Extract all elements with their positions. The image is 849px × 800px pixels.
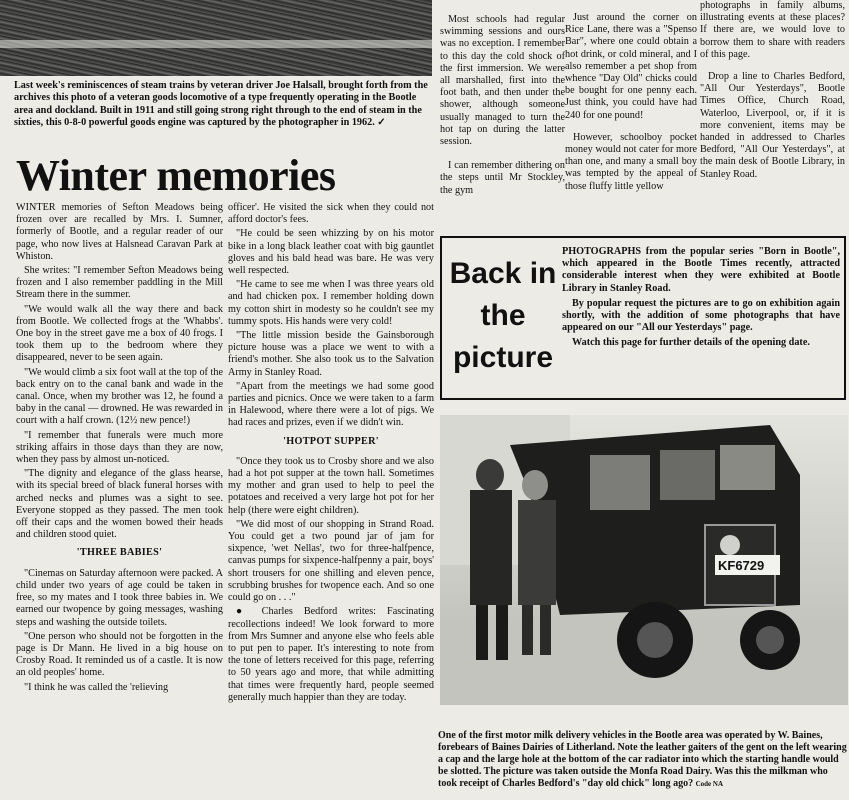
paragraph: "The little mission beside the Gainsborough picture house was a place we went to with a friend's mother. She also took us to the Salvation Army in Stanley Road. bbox=[228, 330, 434, 378]
paragraph: "One person who should not be forgotten in the page is Dr Mann. He lived in a big house on Crosby Road. It reminded us of a castle. It is now an old peoples' home. bbox=[16, 630, 223, 679]
paragraph: "Apart from the meetings we had some good parties and picnics. Once we were taken to a farm in Halewood, where there were a lot of pigs. We had races and prizes, even if we didn't win. bbox=[228, 380, 434, 429]
paragraph: However, schoolboy pocket money would not cater for more than one, and many a small boy was tempted by the appeal of those fluffy little yellow bbox=[565, 131, 697, 192]
article-column-2 bbox=[228, 202, 434, 706]
paragraph: Most schools had regular swimming sessions and ours was no exception. I remember to this day the cold shock of the first immersion. We were all marshalled, first into the foot bath, and then under the shower, although someone usually managed to turn the hot tap on during the latter session. bbox=[440, 14, 565, 148]
paragraph: WINTER memories of Sefton Meadows being frozen over are recalled by Mrs. I. Sumner, formerly of Bootle, and a regular reader of our page, who now lives at Halsnead Caravan Park at Whiston. bbox=[16, 202, 223, 262]
paragraph: ● Charles Bedford writes: Fascinating recollections indeed! We look forward to more from Mrs Sumner and anyone else who feels able to put pen to paper. It's interesting to note from the tone of letters received for this page, referring to 50 years ago and more, that while admitting that times were frequently hard, people seemed generally much happier than they are today. bbox=[228, 606, 434, 703]
paragraph: "Cinemas on Saturday afternoon were packed. A child under two years of age could be taken in free, so my mates and I took three babies in. We earned our twopence by going messages, washing steps and washing the outside toilets. bbox=[16, 567, 223, 628]
paragraph: By popular request the pictures are to go on exhibition again shortly, with the addition of some photographs that have appeared on our "All our Yesterdays" page. bbox=[562, 297, 840, 334]
milk-van-caption bbox=[438, 730, 848, 790]
paragraph: PHOTOGRAPHS from the popular series "Born in Bootle", which appeared in the Bootle Times recently, attracted considerable interest when they were exhibited at Bootle Library in Stanley Road. bbox=[562, 246, 840, 294]
paragraph: Watch this page for further details of the opening date. bbox=[572, 337, 810, 349]
paragraph: "The dignity and elegance of the glass hearse, with its special breed of black funeral horses with arched necks and plumes was a sight to see. Everyone stopped as they passed. The men took off their caps and the women bowed their heads and children stood quiet. bbox=[16, 468, 223, 541]
paragraph: Drop a line to Charles Bedford, "All Our Yesterdays", Bootle Times Office, Church Road, Waterloo, Liverpool, or, if it is more convenient, items may be handed in addressed to Charles Bedford, "All Our Yesterdays", at the main desk of Bootle Library, in Stanley Road. bbox=[700, 71, 845, 180]
notice-headline: Back in the picture bbox=[449, 257, 557, 374]
article-column-3 bbox=[440, 14, 565, 199]
subheading-hotpot-supper: 'HOTPOT SUPPER' bbox=[283, 435, 379, 447]
paragraph: Just around the corner on Rice Lane, there was a "Spenso Bar", where one could obtain a hot drink, or cold mineral, and I also remember a pet shop from whence "Day Old" chicks could be bought for one penny each. Just think, you could have had 240 for one pound! bbox=[565, 12, 697, 121]
paragraph: "I think he was called the 'relieving bbox=[24, 681, 169, 693]
paragraph: "He could be seen whizzing by on his motor bike in a long black leather coat with big gauntlet gloves and his bald head was bare. He was very well respected. bbox=[228, 228, 434, 277]
article-column-5 bbox=[700, 0, 845, 183]
locomotive-photo bbox=[0, 0, 432, 76]
number-plate: KF6729 bbox=[718, 558, 765, 573]
paragraph: "We would climb a six foot wall at the top of the back entry on to the canal bank and wade in the canal. Once, when my brother was 12, he found a baby in the canal — drowned. He was rewarded in court with a half crown. (12½ new pence!) bbox=[16, 366, 223, 427]
paragraph: "We would walk all the way there and back from Bootle. We collected frogs at the 'Whabbs'. One boy in the street gave me a box of 40 frogs. I took them up to the bedroom where they disappeared, never to be seen again. bbox=[16, 303, 223, 364]
paragraph: She writes: "I remember Sefton Meadows being frozen and I also remember paddling in the Mill Stream there in the summer. bbox=[16, 265, 223, 301]
caption-text: One of the first motor milk delivery vehicles in the Bootle area was operated by W. Baines, forebears of Baines Dairies of Litherland. Note the leather gaiters of the gent on the left wearing a cap and the large hole at the bottom of the car radiator into which the starting handle would be slotted. The picture was taken outside the Monfa Road Dairy. Was this the milkman who took receipt of Charles Bedford's "day old chick" long ago? bbox=[438, 730, 847, 789]
paragraph: "Once they took us to Crosby shore and we also had a hot pot supper at the town hall. Sometimes my mother and gran used to help to peel the potatoes and received a very large hot pot for her help (there were eight children). bbox=[228, 455, 434, 516]
paragraph: I can remember dithering on the steps until Mr Stockley, the gym bbox=[440, 160, 565, 196]
headline: Winter memories bbox=[16, 151, 336, 200]
paragraph: officer'. He visited the sick when they could not afford doctor's fees. bbox=[228, 202, 434, 226]
article-column-1 bbox=[16, 202, 223, 696]
paragraph: "We did most of our shopping in Strand Road. You could get a two pound jar of jam for sixpence, 'wet Nellas', two for three-halfpence, canvas pumps for sixpence-halfpenny a pair, boys' short trousers for one shilling and eleven pence, scrubbing brushes for twopence each. And so one could go on . . ." bbox=[228, 518, 434, 604]
paragraph: photographs in family albums, illustrating events at these places? If there are, we would love to borrow them to share with readers of this page. bbox=[700, 0, 845, 60]
paragraph: "I remember that funerals were much more striking affairs in those days than they are now, when they pass by almost un-noticed. bbox=[16, 429, 223, 466]
milk-van-photo bbox=[440, 415, 848, 705]
locomotive-caption: Last week's reminiscences of steam trains by veteran driver Joe Halsall, brought forth from the archives this photo of a veteran goods locomotive of a type frequently operating in the Bootle area and dockland. Built in 1911 and still going strong right through to the end of steam in the sixties, this 0-8-0 powerful goods engine was captured by the photographer in 1962. ✓ bbox=[14, 80, 428, 129]
notice-text bbox=[562, 246, 840, 353]
milk-van-illustration bbox=[440, 415, 848, 705]
subheading-three-babies: 'THREE BABIES' bbox=[76, 547, 163, 559]
photo-code: Code NA bbox=[695, 780, 724, 788]
article-column-4 bbox=[565, 12, 697, 195]
paragraph: "He came to see me when I was three years old and had chicken pox. I remember holding down my cotton shirt in modesty so he couldn't see my tummy spots. His hands were very cold! bbox=[228, 279, 434, 327]
